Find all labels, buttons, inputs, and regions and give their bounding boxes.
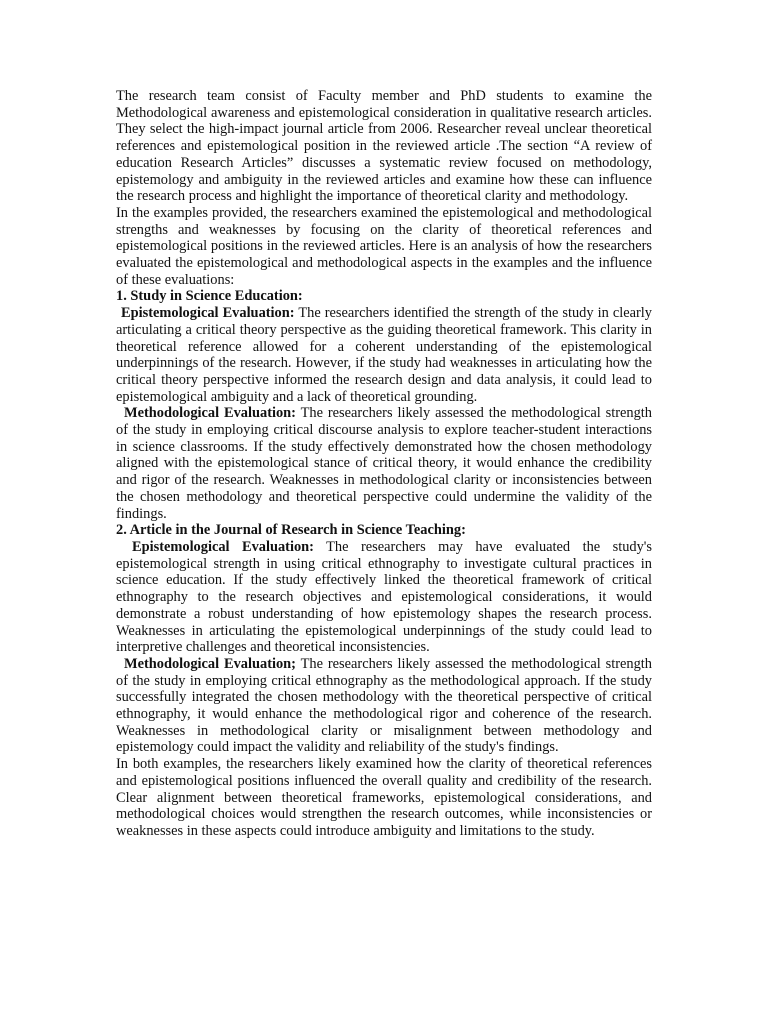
examples-paragraph: In the examples provided, the researchers examined the epistemological and methodological strengths and weaknesses by focusing on the clarity of theoretical references and epistemological positions in the reviewed articles. Here is an analysis of how the researchers evaluated the epistemological and methodological aspects in the examples and the influence of these evaluations:	[116, 204, 652, 288]
section-2-epistemological-evaluation	[116, 539, 652, 656]
epistemological-evaluation-label: Epistemological Evaluation:	[132, 538, 314, 555]
methodological-evaluation-text: The researchers likely assessed the methodological strength of the study in employing critical discourse analysis to explore teacher-student interactions in science classrooms. If the study effectively demonstrated how the chosen methodology aligned with the epistemological stance of critical theory, it would enhance the credibility and rigor of the research. Weaknesses in methodological clarity or inconsistencies between the chosen methodology and theoretical perspective could undermine the validity of the findings.	[116, 405, 652, 522]
methodological-evaluation-text: The researchers likely assessed the methodological strength of the study in employing critical ethnography as the methodological approach. If the study successfully integrated the chosen methodology with the theoretical perspective of critical ethnography, it would enhance the methodological rigor and coherence of the research. Weaknesses in methodological clarity or misalignment between methodology and epistemology could impact the validity and reliability of the study's findings.	[116, 655, 652, 756]
epistemological-evaluation-text: The researchers identified the strength of the study in clearly articulating a critical theory perspective as the guiding theoretical framework. This clarity in theoretical reference allowed for a coherent understanding of the epistemological underpinnings of the research. However, if the study had weaknesses in articulating how the critical theory perspective informed the research design and data analysis, it could lead to epistemological ambiguity and a lack of theoretical grounding.	[116, 305, 652, 405]
section-1-methodological-evaluation	[116, 405, 652, 522]
epistemological-evaluation-label: Epistemological Evaluation:	[121, 305, 295, 322]
section-2-heading: 2. Article in the Journal of Research in Science Teaching:	[116, 522, 466, 539]
epistemological-evaluation-text: The researchers may have evaluated the study's epistemological strength in using critical ethnography to investigate cultural practices in science education. If the study effectively linked the theoretical framework of critical ethnography to the research objectives and epistemological considerations, it would demonstrate a robust understanding of how epistemology shapes the research process. Weaknesses in articulating the epistemological underpinnings of the study could lead to interpretive challenges and theoretical inconsistencies.	[116, 538, 652, 656]
methodological-evaluation-label: Methodological Evaluation;	[124, 655, 296, 672]
section-1-heading: 1. Study in Science Education:	[116, 288, 303, 305]
intro-paragraph: The research team consist of Faculty member and PhD students to examine the Methodological awareness and epistemological consideration in qualitative research articles. They select the high-impact journal article from 2006. Researcher reveal unclear theoretical references and epistemological position in the reviewed article .The section “A review of education Research Articles” discusses a systematic review focused on methodology, epistemology and ambiguity in the reviewed articles and examine how these can influence the research process and highlight the importance of theoretical clarity and methodology.	[116, 88, 652, 205]
conclusion-paragraph: In both examples, the researchers likely examined how the clarity of theoretical references and epistemological positions influenced the overall quality and credibility of the research. Clear alignment between theoretical frameworks, epistemological considerations, and methodological choices would strengthen the research outcomes, while inconsistencies or weaknesses in these aspects could introduce ambiguity and limitations to the study.	[116, 756, 652, 839]
section-2-methodological-evaluation	[116, 656, 652, 756]
section-1-epistemological-evaluation	[116, 305, 652, 405]
methodological-evaluation-label: Methodological Evaluation:	[124, 405, 296, 422]
